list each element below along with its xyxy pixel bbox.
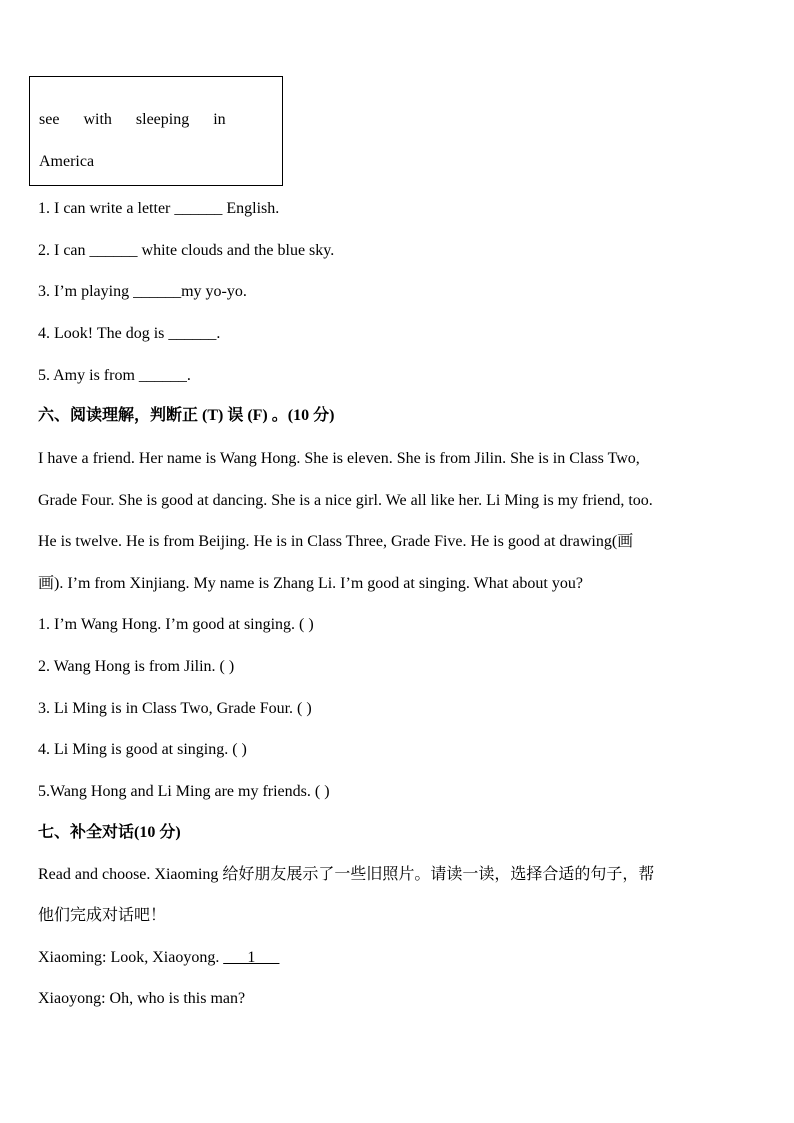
passage-line: Grade Four. She is good at dancing. She is a nice girl. We all like her. Li Ming is my friend, too. [38,491,653,509]
section-seven-instruction: Read and choose. Xiaoming 给好朋友展示了一些旧照片。请读一读，选择合适的句子，帮 [38,866,655,883]
passage-line: I have a friend. Her name is Wang Hong. She is eleven. She is from Jilin. She is in Class Two, [38,450,640,467]
judgement-question: 3. Li Ming is in Class Two, Grade Four. ( ) [38,700,312,717]
dialogue-line: Xiaoyong: Oh, who is this man? [38,990,246,1007]
word-bank-word: see [39,111,60,128]
reading-passage [38,438,768,604]
judgement-question: 2. Wang Hong is from Jilin. ( ) [38,658,235,675]
dialogue-line [38,948,279,968]
dialogue-blank: ___1___ [223,949,280,966]
dialogue-text: Xiaoming: Look, Xiaoyong. [38,949,224,966]
passage-line: He is twelve. He is from Beijing. He is in Class Three, Grade Five. He is good at drawing(画 [38,533,634,550]
passage-line: 画). I’m from Xinjiang. My name is Zhang Li. I’m good at singing. What about you? [38,574,583,592]
judgement-question: 1. I’m Wang Hong. I’m good at singing. ( ) [38,616,314,633]
fill-blank-item: 2. I can ______ white clouds and the blue sky. [38,242,335,259]
fill-blank-item: 5. Amy is from ______. [38,367,191,384]
word-bank-row [39,111,246,129]
fill-blank-item: 4. Look! The dog is ______. [38,325,221,342]
word-bank-word: sleeping [135,111,190,128]
word-bank-word: with [83,111,112,128]
judgement-question: 4. Li Ming is good at singing. ( ) [38,741,247,758]
word-bank-word: America [39,153,95,170]
fill-blank-item: 3. I’m playing ______my yo-yo. [38,283,247,300]
judgement-question: 5.Wang Hong and Li Ming are my friends. ( ) [38,783,330,800]
section-seven-heading: 七、补全对话(10 分) [38,824,181,841]
word-bank-box [29,76,283,186]
section-seven-instruction: 他们完成对话吧！ [38,907,167,924]
fill-blank-item: 1. I can write a letter ______ English. [38,200,280,217]
word-bank-word: in [213,111,226,128]
section-six-heading: 六、阅读理解，判断正 (T) 误 (F) 。(10 分) [38,407,335,424]
